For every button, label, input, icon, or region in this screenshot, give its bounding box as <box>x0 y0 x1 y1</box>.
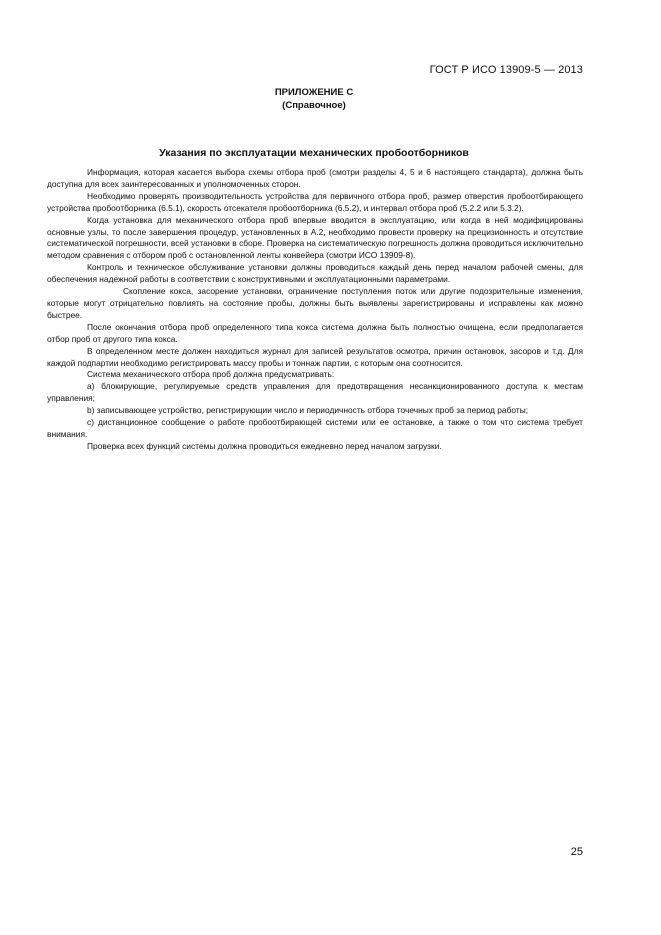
appendix-subtitle: (Справочное) <box>282 100 346 111</box>
paragraph: После окончания отбора проб определенного типа кокса система должна быть полностью очищена, если предполагается отбор проб от другого типа кокса. <box>47 321 583 344</box>
paragraph: Скопление кокса, засорение установки, ограничение поступления поток или другие подозрительные изменения, которые могут отрицательно повлиять на состояние пробы, должны быть выявлены зарегистрированы и исправлены как можно быстрее. <box>47 286 583 320</box>
appendix-title: ПРИЛОЖЕНИЕ С <box>274 87 354 98</box>
body-text <box>47 167 583 453</box>
paragraph: Необходимо проверять производительность устройства для первичного отбора проб, размер отверстия пробоотбирающего устройства пробоотборника (6.5.1), скорость отсекателя пробоотборника (6.5.2), и интервал отбора проб (5.2.2 или 5.3.2). <box>47 190 583 213</box>
section-title: Указания по эксплуатации механических пробоотборников <box>159 147 469 159</box>
paragraph: В определенном месте должен находиться журнал для записей результатов осмотра, причин остановок, засоров и т.д. Для каждой подпартии необходимо регистрировать массу пробы и тоннаж партии, с которым она соотносится. <box>47 345 583 368</box>
paragraph: Когда установка для механического отбора проб впервые вводится в эксплуатацию, или когда в ней модифицированы основные узлы, то после завершения процедур, установленных в А.2, необходимо провести проверку на прецизионность и отсутствие систематической погрешности, всей установки в сборе. Проверка на систематическую погрешность должна проводиться исключительно методом сравнения с отбором проб с остановленной ленты конвейера (смотри ИСО 13909-8). <box>47 214 583 261</box>
page-number: 25 <box>570 846 583 858</box>
document-code: ГОСТ Р ИСО 13909-5 — 2013 <box>429 64 583 76</box>
list-item: b) записывающее устройство, регистрирующии число и периодичность отбора точечных проб за период работы; <box>87 405 529 416</box>
paragraph: Система механического отбора проб должна предусматривать: <box>87 369 335 380</box>
paragraph: Информация, которая касается выбора схемы отбора проб (смотри разделы 4, 5 и 6 настоящего стандарта), должна быть доступна для всех заинтересованных и уполномоченных сторон. <box>47 167 583 189</box>
paragraph: Проверка всех функций системы должна проводиться ежедневно перед началом загрузки. <box>87 440 442 451</box>
list-item: а) блокирующие, регулируемые средств управления для предотвращения несанкционированного доступа к местам управления; <box>47 381 583 404</box>
paragraph: Контроль и техническое обслуживание установки должны проводиться каждый день перед началом рабочей смены, для обеспечения надежной работы в соответствии с конструктивными и эксплуатационными параметрами. <box>47 262 583 285</box>
list-item: с) дистанционное сообщение о работе пробоотбирающей системи или ее остановке, а также о том что система требует внимания. <box>47 417 583 439</box>
